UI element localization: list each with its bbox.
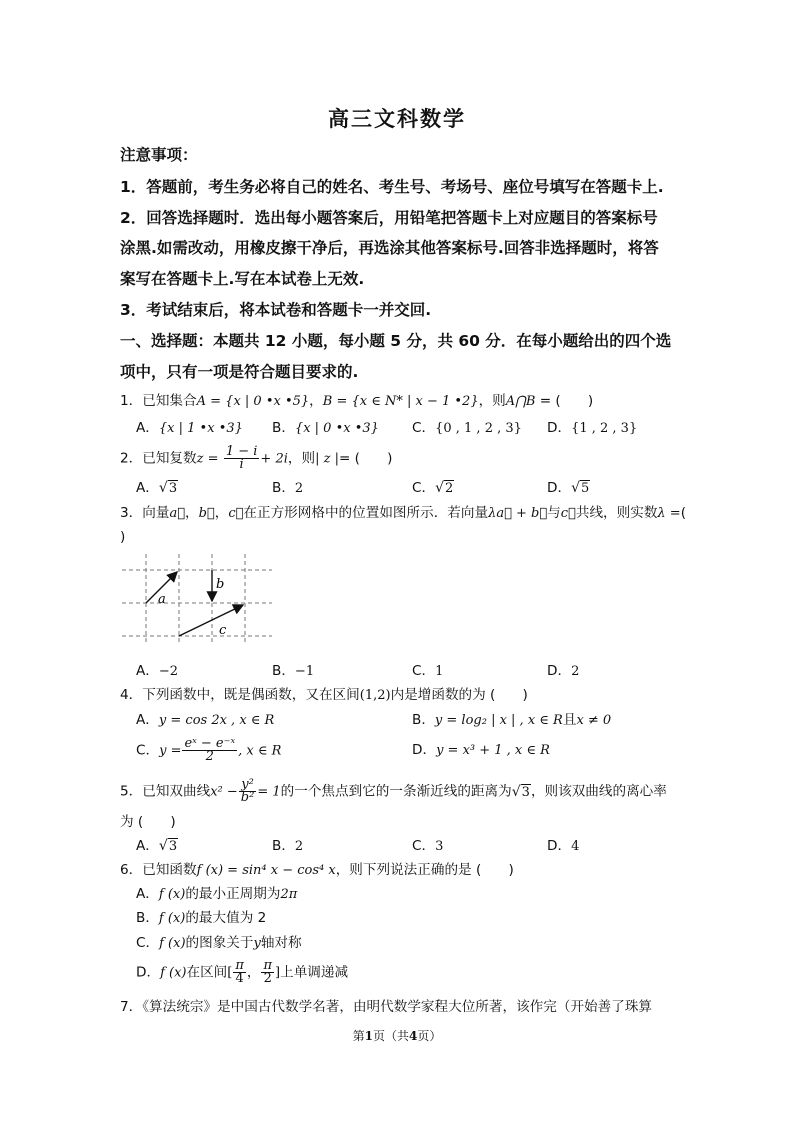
q3-option-b: B．−1 [272, 663, 315, 679]
q3-option-c: C．1 [412, 663, 444, 679]
vector-c-label: c [219, 623, 227, 638]
notice-item-3: 3．考试结束后，将本试卷和答题卡一并交回. [120, 301, 432, 319]
question-6: 6．已知函数f (x) = sin⁴ x − cos⁴ x，则下列说法正确的是 ( ) [120, 862, 514, 878]
q1-option-c: C．{0 , 1 , 2 , 3} [412, 420, 522, 436]
q5-option-c: C．3 [412, 838, 444, 854]
q2-option-a: A．√3 [136, 480, 178, 496]
q6-option-a: A．f (x)的最小正周期为2π [136, 886, 298, 902]
q1-separator: ， [309, 393, 323, 409]
section-heading-line-1: 一、选择题：本题共 12 小题，每小题 5 分，共 60 分．在每小题给出的四个选 [120, 332, 672, 350]
question-3-line-1: 3．向量a⃗，b⃗，c⃗在正方形网格中的位置如图所示．若向量λa⃗ + b⃗与c⃗共线，则实数λ =( [120, 505, 686, 521]
q6-option-c: C．f (x)的图象关于y轴对称 [136, 935, 302, 951]
q1-expression: A⋂B [505, 394, 536, 409]
q1-option-a: A．{x | 1 •x •3} [136, 420, 243, 436]
grid-lines [122, 554, 272, 644]
notice-item-2-line-1: 2．回答选择题时．选出每小题答案后，用铅笔把答题卡上对应题目的答案标号 [120, 209, 658, 227]
q4-option-b: B．y = log₂ | x | , x ∈ R且x ≠ 0 [412, 712, 612, 728]
notice-item-1: 1．答题前，考生务必将自己的姓名、考生号、考场号、座位号填写在答题卡上. [120, 178, 664, 196]
q6-option-b: B．f (x)的最大值为 2 [136, 910, 267, 926]
q2-option-c: C．√2 [412, 480, 454, 496]
q4-option-a: A．y = cos 2x , x ∈ R [136, 712, 275, 728]
q1-prefix: 1．已知集合 [120, 393, 197, 409]
question-1 [120, 391, 593, 412]
q6-option-d: D．f (x)在区间[ $\frac{\pi}{4}$ ， $\frac{\pi}{2}$ ]上单调递减 [136, 958, 349, 986]
q5-option-a: A．√3 [136, 838, 178, 854]
question-4: 4．下列函数中，既是偶函数，又在区间(1,2)内是增函数的为 ( ) [120, 687, 528, 703]
question-7: 7．《算法统宗》是中国古代数学名著，由明代数学家程大位所著，该作完（开始善了珠算 [120, 999, 653, 1015]
notice-item-2-line-3: 案写在答题卡上.写在本试卷上无效. [120, 270, 365, 288]
notice-heading: 注意事项： [120, 146, 198, 164]
q1-then: ，则 [478, 393, 506, 409]
q4-option-d: D．y = x³ + 1 , x ∈ R [412, 742, 550, 758]
q3-option-d: D．2 [547, 663, 580, 679]
q4-option-c: C．y = $\frac{\text{eˣ − e⁻ˣ}}{2}$ , x ∈ R [136, 736, 282, 764]
q2-option-d: D．√5 [547, 480, 590, 496]
question-5-line-2: 为 ( ) [120, 814, 176, 830]
section-heading-line-2: 项中，只有一项是符合题目要求的. [120, 363, 359, 381]
q5-option-b: B．2 [272, 838, 304, 854]
vector-a-label: a [158, 592, 166, 607]
q1-tail: = ( ) [535, 393, 594, 409]
notice-item-2-line-2: 涂黑.如需改动，用橡皮擦干净后，再选涂其他答案标号.回答非选择题时，将答 [120, 239, 659, 257]
vector-b-label: b [216, 577, 225, 592]
question-2: 2．已知复数z = $\frac{1 - i}{i}$ + 2i，则| z |= ( ) [120, 444, 393, 472]
q1-option-b: B．{x | 0 •x •3} [272, 420, 379, 436]
vector-c-arrow [179, 605, 243, 636]
q1-set-b: B = {x ∈ N* | x − 1 •2} [322, 394, 479, 409]
q2-option-b: B．2 [272, 480, 304, 496]
q3-option-a: A．−2 [136, 663, 179, 679]
q5-option-d: D．4 [547, 838, 580, 854]
q1-set-a: A = {x | 0 •x •5} [196, 394, 310, 409]
q3-vector-grid-figure [122, 554, 272, 644]
q2-fraction: $\frac{1 - i}{i}$ [225, 444, 258, 472]
q1-option-d: D．{1 , 2 , 3} [547, 420, 638, 436]
question-3-line-2: ) [120, 529, 126, 545]
page-title: 高三文科数学 [328, 107, 466, 131]
page-footer: 第1页（共4页） [352, 1029, 442, 1043]
question-5-line-1: 5．已知双曲线x² − $\frac{\text{y²}}{\text{b²}}$ = 1的一个焦点到它的一条渐近线的距离为√3，则该双曲线的离心率 [120, 777, 667, 805]
